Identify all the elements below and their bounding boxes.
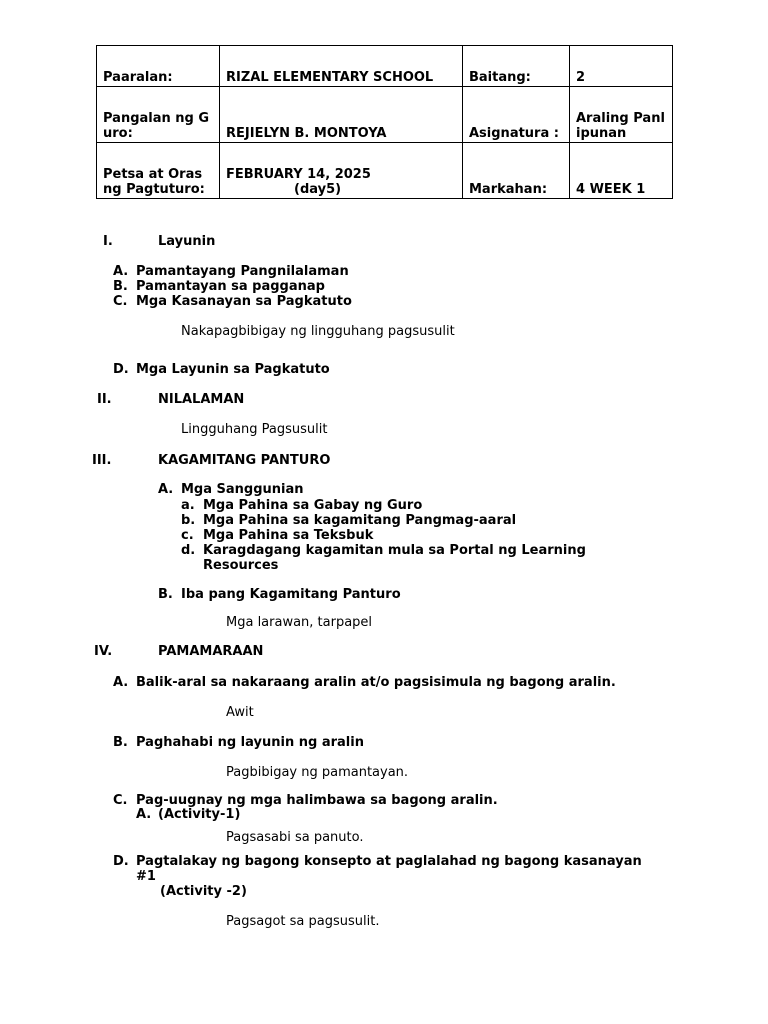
sec1-c-mark: C. bbox=[113, 294, 128, 309]
sec3-sub-a: Mga Pahina sa Gabay ng Guro bbox=[203, 498, 423, 513]
guro-value: REJIELYN B. MONTOYA bbox=[220, 87, 463, 143]
sec3-sub-a-mark: a. bbox=[181, 498, 195, 513]
sec4-title: PAMAMARAAN bbox=[158, 644, 264, 659]
sec3-title: KAGAMITANG PANTURO bbox=[158, 453, 331, 468]
sec3-b-text: Mga larawan, tarpapel bbox=[226, 615, 373, 630]
guro-label: Pangalan ng Guro: bbox=[97, 87, 220, 143]
sec1-c: Mga Kasanayan sa Pagkatuto bbox=[136, 294, 352, 309]
sec4-d-text: Pagsagot sa pagsusulit. bbox=[226, 914, 380, 929]
sec4-c-text: Pagsasabi sa panuto. bbox=[226, 830, 364, 845]
sec4-c-mark: C. bbox=[113, 793, 128, 808]
markahan-value: 4 WEEK 1 bbox=[570, 143, 673, 199]
sec1-d: Mga Layunin sa Pagkatuto bbox=[136, 362, 330, 377]
baitang-value: 2 bbox=[570, 46, 673, 87]
sec1-b: Pamantayan sa pagganap bbox=[136, 279, 325, 294]
sec2-title: NILALAMAN bbox=[158, 392, 245, 407]
paaralan-label: Paaralan: bbox=[97, 46, 220, 87]
petsa-day: (day5) bbox=[294, 182, 342, 197]
sec4-d-mark: D. bbox=[113, 854, 129, 869]
sec4-c: Pag-uugnay ng mga halimbawa sa bagong aralin. bbox=[136, 793, 498, 808]
asignatura-value: Araling Panlipunan bbox=[570, 87, 673, 143]
sec1-a: Pamantayang Pangnilalaman bbox=[136, 264, 349, 279]
sec3-a: Mga Sanggunian bbox=[181, 482, 304, 497]
sec3-sub-d-mark: d. bbox=[181, 543, 196, 558]
sec4-a-text: Awit bbox=[226, 705, 254, 720]
paaralan-value: RIZAL ELEMENTARY SCHOOL bbox=[220, 46, 463, 87]
sec3-sub-d: Karagdagang kagamitan mula sa Portal ng Learning bbox=[203, 543, 586, 558]
sec1-b-mark: B. bbox=[113, 279, 128, 294]
sec3-sub-c-mark: c. bbox=[181, 528, 194, 543]
sec4-d-sub: (Activity -2) bbox=[160, 884, 247, 899]
sec4-c-sub-mark: A. bbox=[136, 807, 152, 822]
sec1-title: Layunin bbox=[158, 234, 216, 249]
sec4-b-mark: B. bbox=[113, 735, 128, 750]
sec3-a-mark: A. bbox=[158, 482, 174, 497]
sec2-text: Lingguhang Pagsusulit bbox=[181, 422, 328, 437]
sec3-sub-b-mark: b. bbox=[181, 513, 196, 528]
sec4-a-mark: A. bbox=[113, 675, 129, 690]
baitang-label: Baitang: bbox=[463, 46, 570, 87]
markahan-label: Markahan: bbox=[463, 143, 570, 199]
sec3-sub-b: Mga Pahina sa kagamitang Pangmag-aaral bbox=[203, 513, 517, 528]
sec2-number: II. bbox=[97, 392, 112, 407]
sec1-number: I. bbox=[103, 234, 113, 249]
sec4-d: Pagtalakay ng bagong konsepto at paglalahad ng bagong kasanayan bbox=[136, 854, 642, 869]
sec4-d-line2: #1 bbox=[136, 869, 156, 884]
sec4-a: Balik-aral sa nakaraang aralin at/o pagsisimula ng bagong aralin. bbox=[136, 675, 616, 690]
sec3-b-mark: B. bbox=[158, 587, 173, 602]
sec4-b-text: Pagbibigay ng pamantayan. bbox=[226, 765, 409, 780]
sec3-b: Iba pang Kagamitang Panturo bbox=[181, 587, 401, 602]
sec3-number: III. bbox=[92, 453, 112, 468]
sec4-b: Paghahabi ng layunin ng aralin bbox=[136, 735, 364, 750]
sec3-sub-d-line2: Resources bbox=[203, 558, 279, 573]
petsa-label: Petsa at Oras ng Pagtuturo: bbox=[97, 143, 220, 199]
asignatura-label: Asignatura : bbox=[463, 87, 570, 143]
sec1-d-mark: D. bbox=[113, 362, 129, 377]
petsa-cell bbox=[220, 143, 463, 199]
sec1-a-mark: A. bbox=[113, 264, 129, 279]
header-table bbox=[96, 45, 673, 199]
petsa-value: FEBRUARY 14, 2025 bbox=[226, 167, 371, 182]
sec1-c-text: Nakapagbibigay ng lingguhang pagsusulit bbox=[181, 324, 455, 339]
sec4-c-sub: (Activity-1) bbox=[158, 807, 241, 822]
sec4-number: IV. bbox=[94, 644, 113, 659]
sec3-sub-c: Mga Pahina sa Teksbuk bbox=[203, 528, 374, 543]
